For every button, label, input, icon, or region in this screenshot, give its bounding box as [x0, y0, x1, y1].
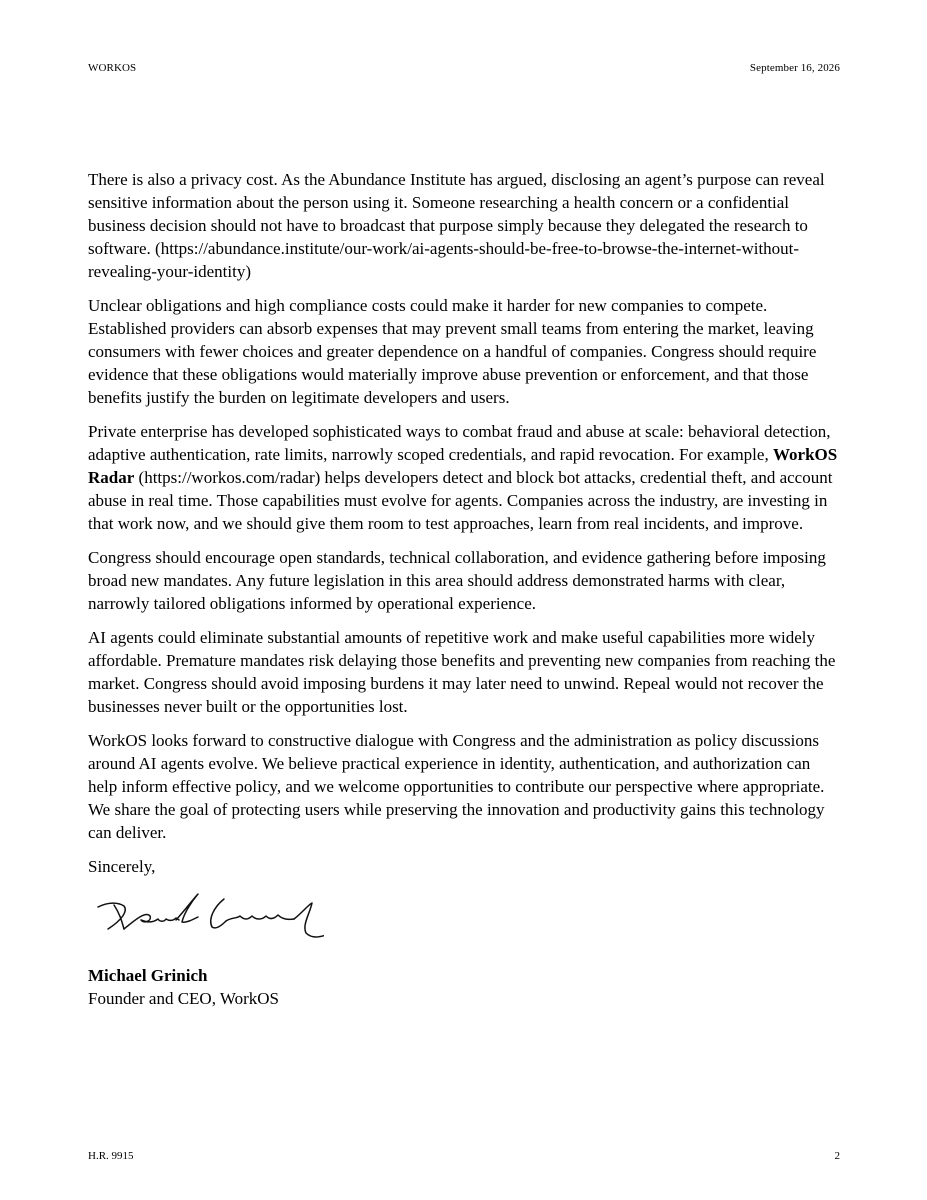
paragraph-private-enterprise-lead: Private enterprise has developed sophisticated ways to combat fraud and abuse at scale: behavioral detection, adaptive authentication, rate limits, narrowly scoped credentials, and rapid revocation. For example,: [88, 422, 831, 464]
header-org: WORKOS: [88, 62, 137, 74]
paragraph-private-enterprise-rest: (https://workos.com/radar) helps developers detect and block bot attacks, credential theft, and account abuse in real time. Those capabilities must evolve for agents. Companies across the industry, are investing in that work now, and we should give them room to test approaches, learn from real incidents, and improve.: [88, 468, 833, 533]
letter-body: [88, 168, 840, 1010]
signer-name: Michael Grinich: [88, 966, 208, 985]
signer-title: Founder and CEO, WorkOS: [88, 989, 279, 1008]
footer-page-number: 2: [834, 1150, 840, 1162]
paragraph-open-standards: Congress should encourage open standards, technical collaboration, and evidence gathering before imposing broad new mandates. Any future legislation in this area should address demonstrated harms with clear, narrowly tailored obligations informed by operational experience.: [88, 548, 826, 613]
handwritten-signature: [94, 889, 324, 951]
paragraph-constructive-dialogue: WorkOS looks forward to constructive dialogue with Congress and the administration as policy discussions around AI agents evolve. We believe practical experience in identity, authentication, and authorization can help inform effective policy, and we welcome opportunities to contribute our perspective where appropriate. We share the goal of protecting users while preserving the innovation and productivity gains this technology can deliver.: [88, 731, 825, 842]
header-date: September 16, 2026: [749, 62, 840, 74]
paragraph-ai-agents-benefits: AI agents could eliminate substantial amounts of repetitive work and make useful capabilities more widely affordable. Premature mandates risk delaying those benefits and preventing new companies from reaching the market. Congress should avoid imposing burdens it may later need to unwind. Repeal would not recover the businesses never built or the opportunities lost.: [88, 628, 836, 716]
paragraph-privacy-cost: There is also a privacy cost. As the Abundance Institute has argued, disclosing an agent’s purpose can reveal sensitive information about the person using it. Someone researching a health concern or a confidential business decision should not have to broadcast that purpose simply because they delegated the research to software. (https://abundance.institute/our-work/ai-agents-should-be-free-to-browse-the-internet-without-revealing-your-identity): [88, 170, 825, 281]
page-header: [88, 62, 840, 74]
paragraph-compliance-costs: Unclear obligations and high compliance costs could make it harder for new companies to compete. Established providers can absorb expenses that may prevent small teams from entering the market, leaving consumers with fewer choices and greater dependence on a handful of companies. Congress should require evidence that these obligations would materially improve abuse prevention or enforcement, and that those benefits justify the burden on legitimate developers and users.: [88, 296, 817, 407]
page-footer: [88, 1150, 840, 1162]
workos-radar-mention: WorkOS Radar: [88, 445, 838, 487]
paragraph-private-enterprise: [88, 420, 840, 535]
footer-bill-number: H.R. 9915: [88, 1150, 134, 1162]
closing-salutation: Sincerely,: [88, 857, 156, 876]
